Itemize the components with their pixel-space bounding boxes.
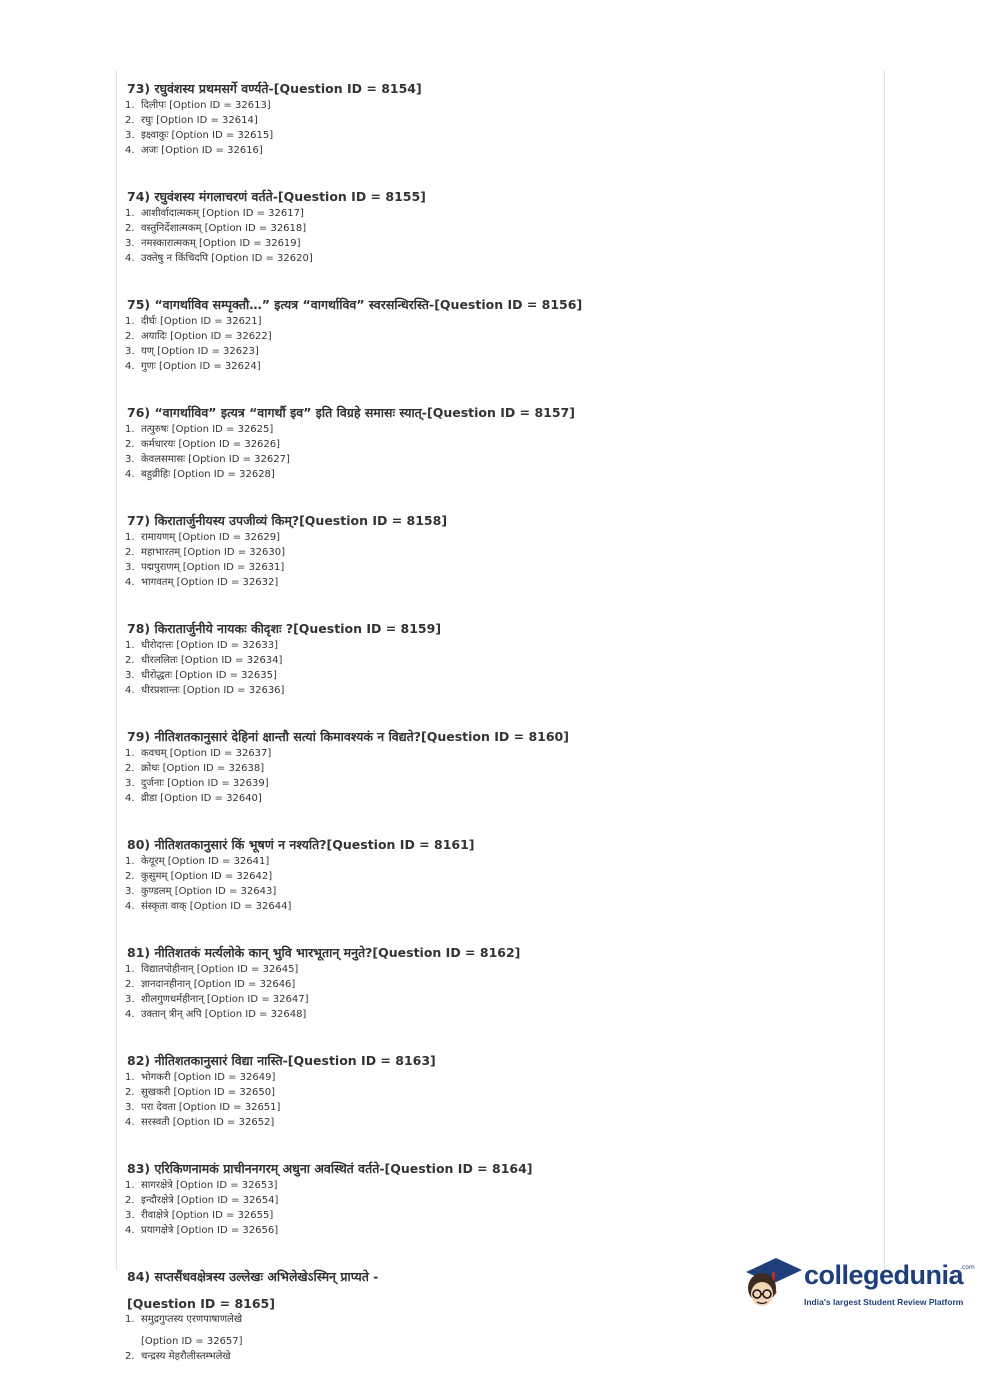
logo-domain: .com [960,1264,975,1271]
question-76 [125,404,870,482]
option: 1. केयूरम् [Option ID = 32641] [125,856,270,867]
option: 3. परा देवता [Option ID = 32651] [125,1102,281,1113]
option: 1. दिलीपः [Option ID = 32613] [125,100,271,111]
question-title: 82) नीतिशतकानुसारं विद्या नास्ति-[Question ID = 8163] [127,1053,436,1068]
option: 2. कर्मधारयः [Option ID = 32626] [125,439,281,450]
option: 3. रीवाक्षेत्रे [Option ID = 32655] [125,1210,274,1221]
question-83 [125,1160,870,1238]
option: 4. भागवतम् [Option ID = 32632] [125,577,279,588]
option: 2. कुसुमम् [Option ID = 32642] [125,871,273,882]
option: 3. कुण्डलम् [Option ID = 32643] [125,886,277,897]
question-title: 80) नीतिशतकानुसारं किं भूषणं न नश्यति?[Question ID = 8161] [127,837,475,852]
question-80 [125,836,870,914]
option: 2. सुखकरी [Option ID = 32650] [125,1087,276,1098]
option: 4. बहुव्रीहिः [Option ID = 32628] [125,469,275,480]
question-74 [125,188,870,266]
question-title: 78) किरातार्जुनीये नायकः कीदृशः ?[Question ID = 8159] [127,621,442,636]
option: 4. अजः [Option ID = 32616] [125,145,263,156]
question-title: 74) रघुवंशस्य मंगलाचरणं वर्तते-[Question ID = 8155] [127,189,426,204]
option: 3. पद्मपुराणम् [Option ID = 32631] [125,562,285,573]
option: 2. धीरललितः [Option ID = 32634] [125,655,283,666]
option: 1. तत्पुरुषः [Option ID = 32625] [125,424,274,435]
collegedunia-logo [742,1250,975,1320]
left-margin-rule [116,70,117,1270]
option: 3. यण् [Option ID = 32623] [125,346,259,357]
option: 4. प्रयागक्षेत्रे [Option ID = 32656] [125,1225,279,1236]
option: 1. समुद्रगुप्तस्य एरणपाषाणलेखे [125,1314,243,1325]
option: 4. व्रीडा [Option ID = 32640] [125,793,262,804]
option: 3. दुर्जनाः [Option ID = 32639] [125,778,269,789]
question-title: 81) नीतिशतकं मर्त्यलोके कान् भुवि भारभूतान् मनुते?[Question ID = 8162] [127,945,521,960]
question-list [125,80,870,1394]
question-79 [125,728,870,806]
logo-wordmark: collegedunia [804,1260,964,1290]
option: 1. दीर्घः [Option ID = 32621] [125,316,262,327]
option: 4. गुणः [Option ID = 32624] [125,361,261,372]
question-77 [125,512,870,590]
question-title: 84) सप्तसैंधवक्षेत्रस्य उल्लेखः अभिलेखेऽस्मिन् प्राप्यते - [127,1269,379,1284]
option: 1. रामायणम् [Option ID = 32629] [125,532,280,543]
question-title: 79) नीतिशतकानुसारं देहिनां क्षान्तौ सत्यां किमावश्यकं न विद्यते?[Question ID = 8160] [127,729,569,744]
question-75 [125,296,870,374]
option: 3. नमस्कारात्मकम् [Option ID = 32619] [125,238,301,249]
option: 2. इन्दौरक्षेत्रे [Option ID = 32654] [125,1195,279,1206]
option: 4. संस्कृता वाक् [Option ID = 32644] [125,901,292,912]
option: 2. महाभारतम् [Option ID = 32630] [125,547,286,558]
option: 1. विद्यातपोहीनान् [Option ID = 32645] [125,964,299,975]
option: 3. शीलगुणधर्महीनान् [Option ID = 32647] [125,994,309,1005]
question-82 [125,1052,870,1130]
question-title: 77) किरातार्जुनीयस्य उपजीव्यं किम्?[Question ID = 8158] [127,513,448,528]
option: 1. सागरक्षेत्रे [Option ID = 32653] [125,1180,278,1191]
option: 4. धीरप्रशान्तः [Option ID = 32636] [125,685,285,696]
option: 2. क्रोधः [Option ID = 32638] [125,763,265,774]
question-title: 76) “वागर्थाविव” इत्यत्र “वागर्थौ इव” इति विग्रहे समासः स्यात्-[Question ID = 8157] [127,405,575,420]
option: 3. धीरोद्धतः [Option ID = 32635] [125,670,277,681]
mascot-icon [742,1250,804,1312]
option: 4. उक्तेषु न किंचिदपि [Option ID = 32620] [125,253,313,264]
question-id: [Question ID = 8165] [127,1296,275,1311]
right-margin-rule [884,70,885,1270]
option-id: [Option ID = 32657] [141,1336,243,1347]
question-title: 73) रघुवंशस्य प्रथमसर्गे वर्ण्यते-[Question ID = 8154] [127,81,422,96]
logo-tagline: India's largest Student Review Platform [804,1297,964,1307]
option: 2. चन्द्रस्य मेहरौलीस्तम्भलेखे [125,1351,231,1362]
question-title: 75) “वागर्थाविव सम्पृक्तौ…” इत्यत्र “वागर्थाविव” स्वरसन्धिरस्ति-[Question ID = 8156] [127,297,583,312]
question-81 [125,944,870,1022]
option: 1. कवचम् [Option ID = 32637] [125,748,272,759]
question-78 [125,620,870,698]
option: 2. वस्तुनिर्देशात्मकम् [Option ID = 32618] [125,223,307,234]
option: 1. धीरोदात्तः [Option ID = 32633] [125,640,278,651]
option: 2. ज्ञानदानहीनान् [Option ID = 32646] [125,979,296,990]
option: 2. अयादिः [Option ID = 32622] [125,331,272,342]
option: 4. सरस्वती [Option ID = 32652] [125,1117,275,1128]
option: 2. रघुः [Option ID = 32614] [125,115,258,126]
option: 1. भोगकरी [Option ID = 32649] [125,1072,276,1083]
option: 1. आशीर्वादात्मकम् [Option ID = 32617] [125,208,304,219]
question-73 [125,80,870,158]
option: 3. इक्ष्वाकुः [Option ID = 32615] [125,130,274,141]
option: 4. उक्तान् त्रीन् अपि [Option ID = 32648] [125,1009,307,1020]
option: 3. केवलसमासः [Option ID = 32627] [125,454,290,465]
question-title: 83) एरिकिणनामकं प्राचीननगरम् अधुना अवस्थितं वर्तते-[Question ID = 8164] [127,1161,533,1176]
